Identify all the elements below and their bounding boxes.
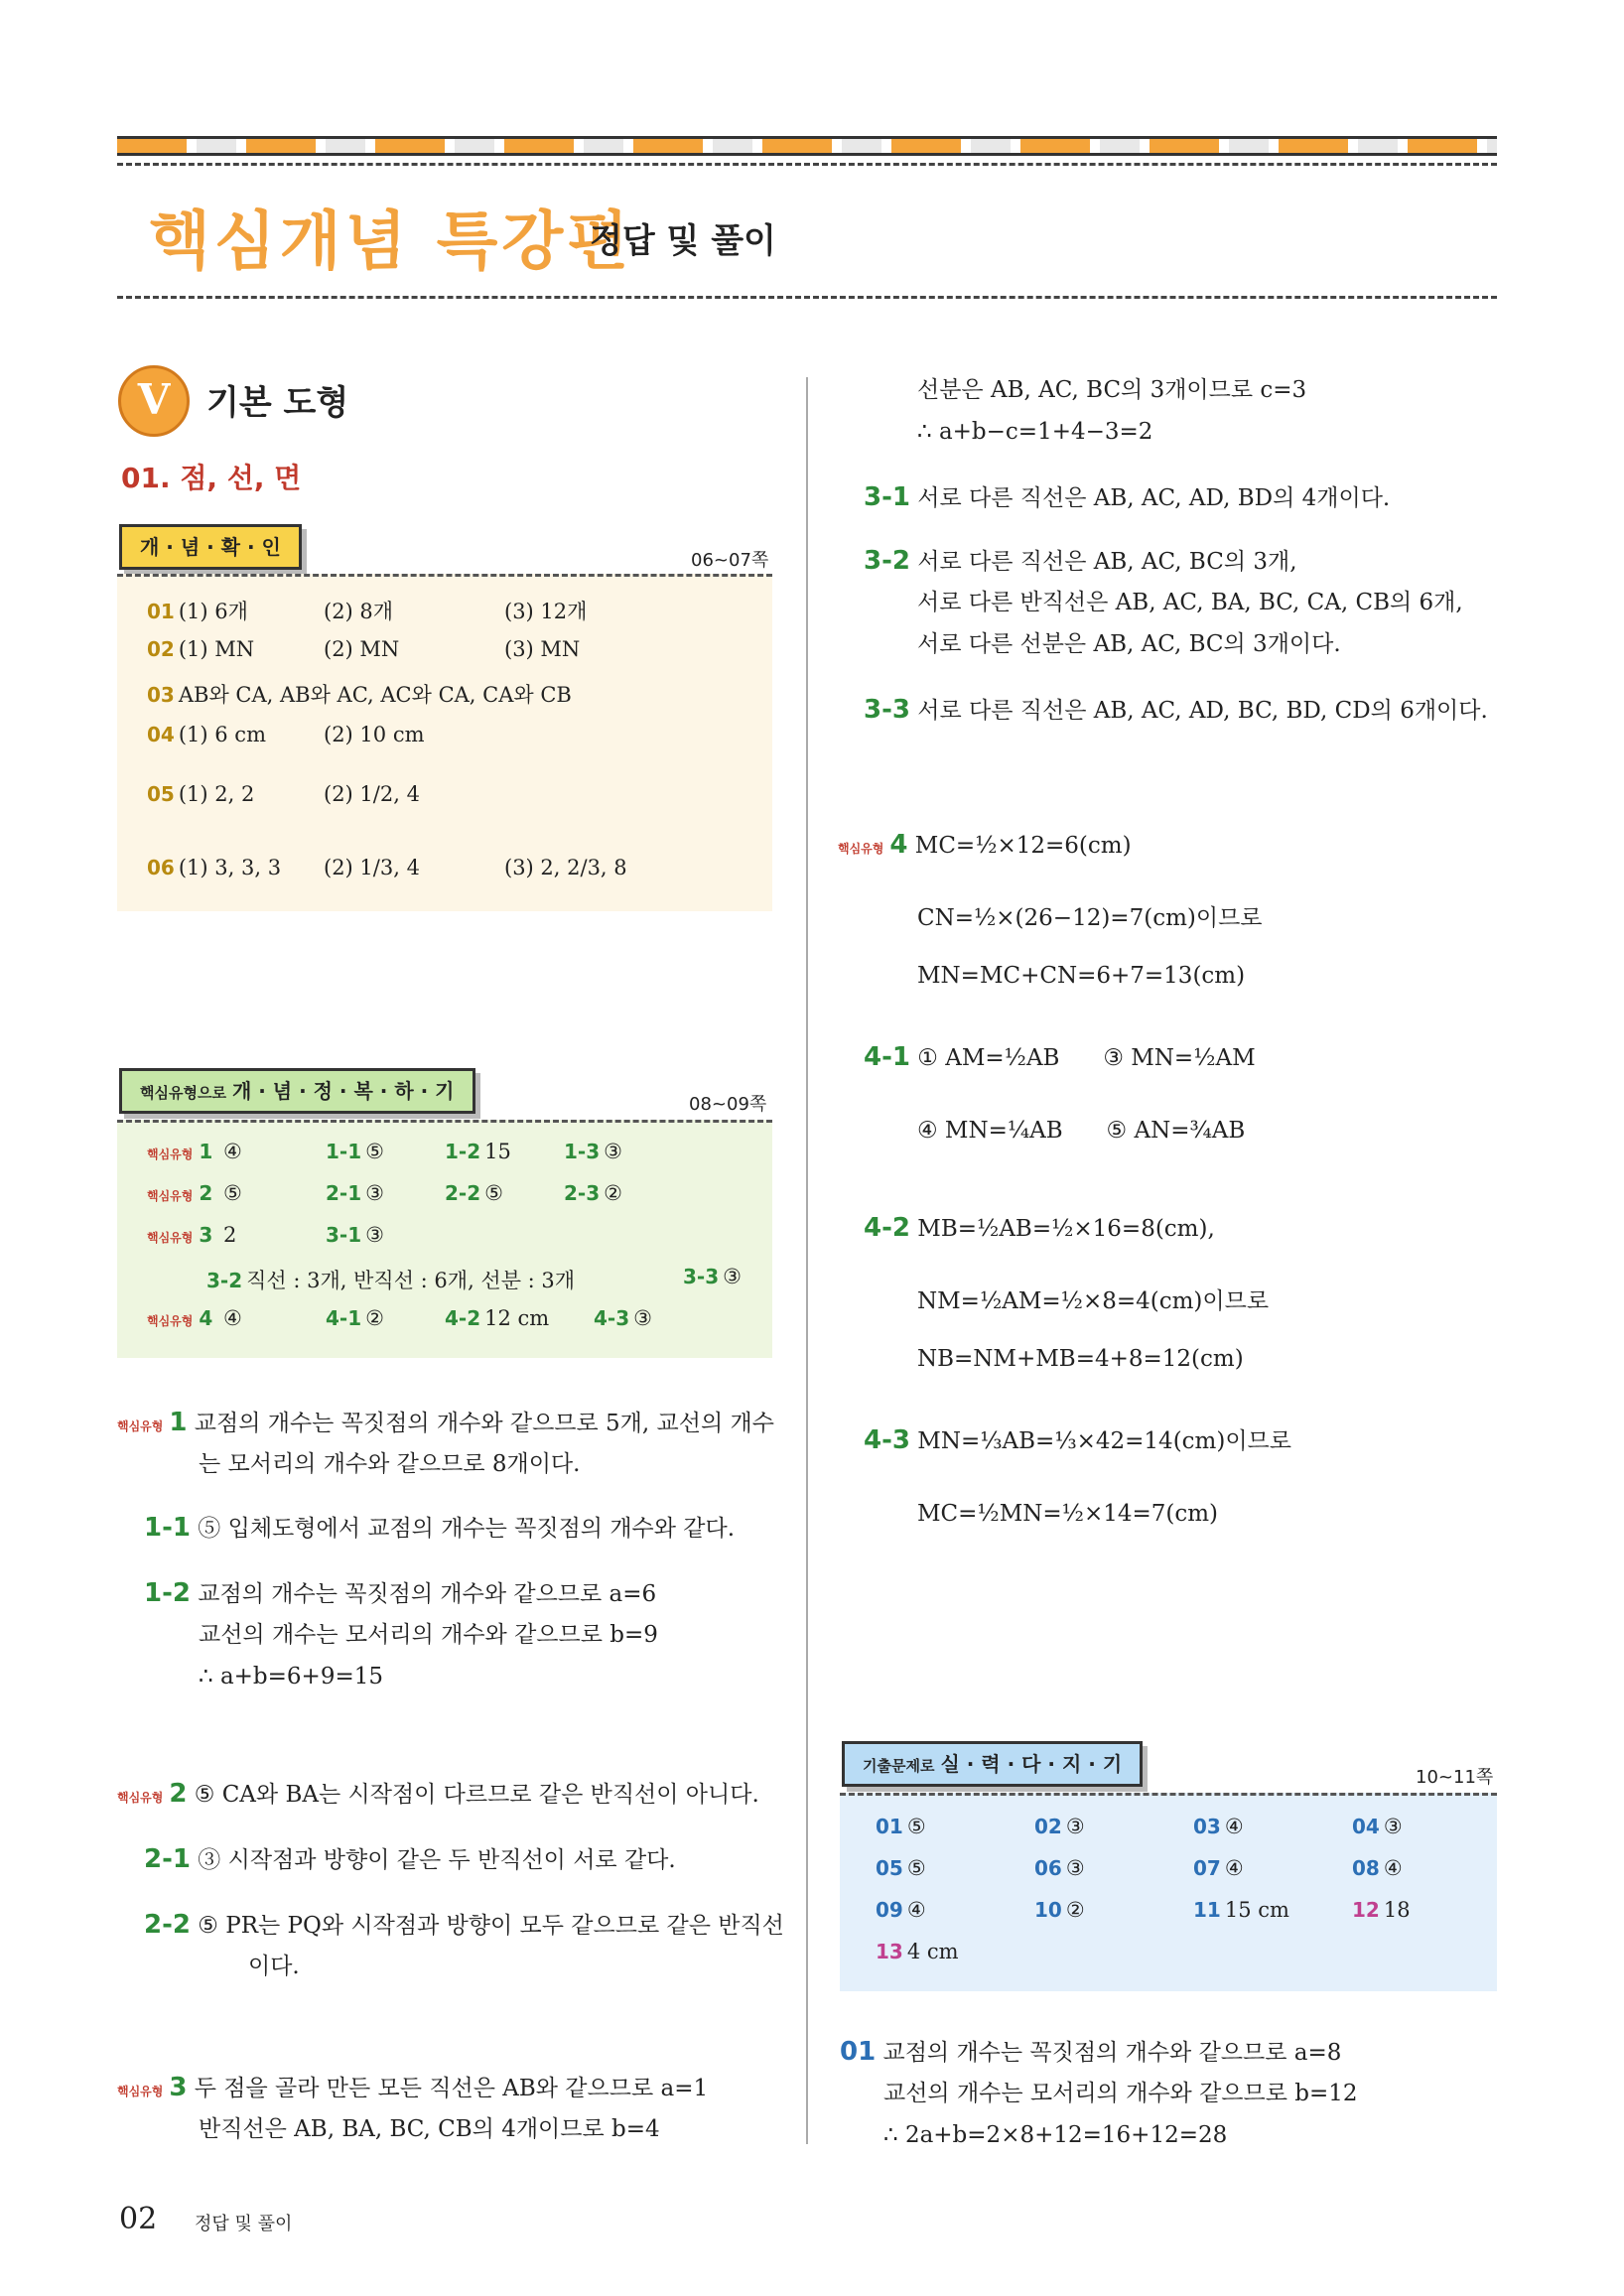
review-row-3: 핵심유형 3 2 3-1 ③ bbox=[147, 1223, 384, 1247]
concept-row-02: 02 (1) MN (2) MN (3) MN bbox=[147, 637, 581, 661]
solution-4-2: 4-2 MB=½AB=½×16=8(cm), bbox=[864, 1213, 1215, 1243]
practice-item-10: 10 ② bbox=[1034, 1898, 1085, 1922]
practice-item-12: 12 18 bbox=[1352, 1898, 1411, 1922]
solution-3-2: 3-2 서로 다른 직선은 AB, AC, BC의 3개, bbox=[864, 546, 1297, 576]
solution-1-2: 1-2 교점의 개수는 꼭짓점의 개수와 같으므로 a=6 bbox=[144, 1578, 657, 1608]
practice-solution-01: 01 교점의 개수는 꼭짓점의 개수와 같으므로 a=8 bbox=[840, 2037, 1342, 2067]
practice-item-07: 07 ④ bbox=[1193, 1856, 1244, 1880]
solution-3-cont-line1: 선분은 AB, AC, BC의 3개이므로 c=3 bbox=[917, 377, 1307, 403]
review-pages: 08~09쪽 bbox=[689, 1094, 767, 1115]
practice-pages: 10~11쪽 bbox=[1416, 1767, 1494, 1788]
practice-item-08: 08 ④ bbox=[1352, 1856, 1403, 1880]
column-divider bbox=[806, 377, 808, 2144]
practice-item-04: 04 ③ bbox=[1352, 1815, 1403, 1838]
practice-item-05: 05 ⑤ bbox=[876, 1856, 926, 1880]
page-number: 02 bbox=[119, 2202, 158, 2236]
practice-item-13: 13 4 cm bbox=[876, 1940, 959, 1963]
concept-row-03: 03 AB와 CA, AB와 AC, AC와 CA, CA와 CB bbox=[147, 683, 572, 707]
concept-check-box bbox=[117, 574, 772, 911]
solution-3-3: 3-3 서로 다른 직선은 AB, AC, AD, BC, BD, CD의 6개이다. bbox=[864, 695, 1488, 725]
review-row-1: 핵심유형 1 ④ 1-1 ⑤ 1-2 15 1-3 ③ bbox=[147, 1140, 622, 1163]
solution-3-line2: 반직선은 AB, BA, BC, CB의 4개이므로 b=4 bbox=[199, 2116, 660, 2142]
header-divider-bottom bbox=[117, 296, 1497, 299]
practice-box bbox=[840, 1793, 1497, 1991]
solution-3-1: 3-1 서로 다른 직선은 AB, AC, AD, BD의 4개이다. bbox=[864, 482, 1391, 512]
solution-1-2-line3: ∴ a+b=6+9=15 bbox=[199, 1664, 383, 1689]
solution-2-1: 2-1 ③ 시작점과 방향이 같은 두 반직선이 서로 같다. bbox=[144, 1844, 676, 1874]
review-row-3-2: 3-2 직선 : 3개, 반직선 : 6개, 선분 : 3개 3-3 ③ bbox=[206, 1265, 742, 1292]
solution-3-2-line2: 서로 다른 반직선은 AB, AC, BA, BC, CA, CB의 6개, bbox=[917, 590, 1463, 615]
solution-3: 핵심유형 3 두 점을 골라 만든 모든 직선은 AB와 같으므로 a=1 bbox=[117, 2073, 709, 2102]
concept-row-04: 04 (1) 6 cm (2) 10 cm bbox=[147, 723, 425, 746]
review-row-2: 핵심유형 2 ⑤ 2-1 ③ 2-2 ⑤ 2-3 ② bbox=[147, 1181, 622, 1205]
solution-4-2-line2: NM=½AM=½×8=4(cm)이므로 bbox=[917, 1288, 1270, 1314]
concept-check-tab: 개 · 념 · 확 · 인 bbox=[119, 524, 302, 570]
solution-3-cont-line2: ∴ a+b−c=1+4−3=2 bbox=[917, 419, 1153, 445]
concept-row-06: 06 (1) 3, 3, 3 (2) 1/3, 4 (3) 2, 2/3, 8 bbox=[147, 856, 627, 879]
page-subtitle: 정답 및 풀이 bbox=[590, 221, 776, 261]
solution-1-2-line2: 교선의 개수는 모서리의 개수와 같으므로 b=9 bbox=[199, 1622, 658, 1648]
review-row-4: 핵심유형 4 ④ 4-1 ② 4-2 12 cm 4-3 ③ bbox=[147, 1306, 652, 1330]
practice-item-09: 09 ④ bbox=[876, 1898, 926, 1922]
header-divider-top bbox=[117, 163, 1497, 166]
solution-2-2: 2-2 ⑤ PR는 PQ와 시작점과 방향이 모두 같으므로 같은 반직선 bbox=[144, 1910, 784, 1940]
solution-4-1-line2: ④ MN=¼AB ⑤ AN=¾AB bbox=[917, 1118, 1246, 1144]
practice-item-02: 02 ③ bbox=[1034, 1815, 1085, 1838]
chapter-title: 기본 도형 bbox=[206, 383, 349, 423]
solution-4-3-line2: MC=½MN=½×14=7(cm) bbox=[917, 1501, 1219, 1527]
review-box bbox=[117, 1120, 772, 1358]
solution-1-1: 1-1 ⑤ 입체도형에서 교점의 개수는 꼭짓점의 개수와 같다. bbox=[144, 1513, 736, 1543]
header-stripe bbox=[117, 136, 1497, 156]
chapter-numeral-badge: V bbox=[118, 365, 190, 437]
concept-row-05: 05 (1) 2, 2 (2) 1/2, 4 bbox=[147, 782, 420, 806]
solution-2: 핵심유형 2 ⑤ CA와 BA는 시작점이 다르므로 같은 반직선이 아니다. bbox=[117, 1779, 759, 1809]
solution-1-line2: 는 모서리의 개수와 같으므로 8개이다. bbox=[199, 1451, 581, 1477]
practice-item-01: 01 ⑤ bbox=[876, 1815, 926, 1838]
solution-4-3: 4-3 MN=⅓AB=⅓×42=14(cm)이므로 bbox=[864, 1425, 1291, 1455]
solution-4-2-line3: NB=NM+MB=4+8=12(cm) bbox=[917, 1346, 1244, 1372]
solution-4-1: 4-1 ① AM=½AB ③ MN=½AM bbox=[864, 1042, 1256, 1072]
practice-item-11: 11 15 cm bbox=[1193, 1898, 1289, 1922]
solution-2-2-line2: 이다. bbox=[248, 1954, 300, 1979]
page-title: 핵심개념 특강편 bbox=[149, 205, 633, 279]
practice-solution-01-line2: 교선의 개수는 모서리의 개수와 같으므로 b=12 bbox=[883, 2081, 1358, 2106]
concept-check-pages: 06~07쪽 bbox=[691, 550, 769, 571]
footer-label: 정답 및 풀이 bbox=[195, 2214, 293, 2234]
solution-4-line3: MN=MC+CN=6+7=13(cm) bbox=[917, 963, 1246, 989]
review-tab: 핵심유형으로 개 · 념 · 정 · 복 · 하 · 기 bbox=[119, 1068, 475, 1114]
practice-item-03: 03 ④ bbox=[1193, 1815, 1244, 1838]
practice-tab: 기출문제로 실 · 력 · 다 · 지 · 기 bbox=[842, 1741, 1143, 1787]
practice-item-06: 06 ③ bbox=[1034, 1856, 1085, 1880]
solution-4: 핵심유형 4 MC=½×12=6(cm) bbox=[838, 830, 1132, 860]
solution-3-2-line3: 서로 다른 선분은 AB, AC, BC의 3개이다. bbox=[917, 631, 1341, 657]
section-title: 01. 점, 선, 면 bbox=[121, 462, 302, 494]
practice-solution-01-line3: ∴ 2a+b=2×8+12=16+12=28 bbox=[883, 2122, 1228, 2148]
solution-4-line2: CN=½×(26−12)=7(cm)이므로 bbox=[917, 905, 1263, 931]
solution-1: 핵심유형 1 교점의 개수는 꼭짓점의 개수와 같으므로 5개, 교선의 개수 bbox=[117, 1408, 774, 1437]
concept-row-01: 01 (1) 6개 (2) 8개 (3) 12개 bbox=[147, 600, 588, 623]
